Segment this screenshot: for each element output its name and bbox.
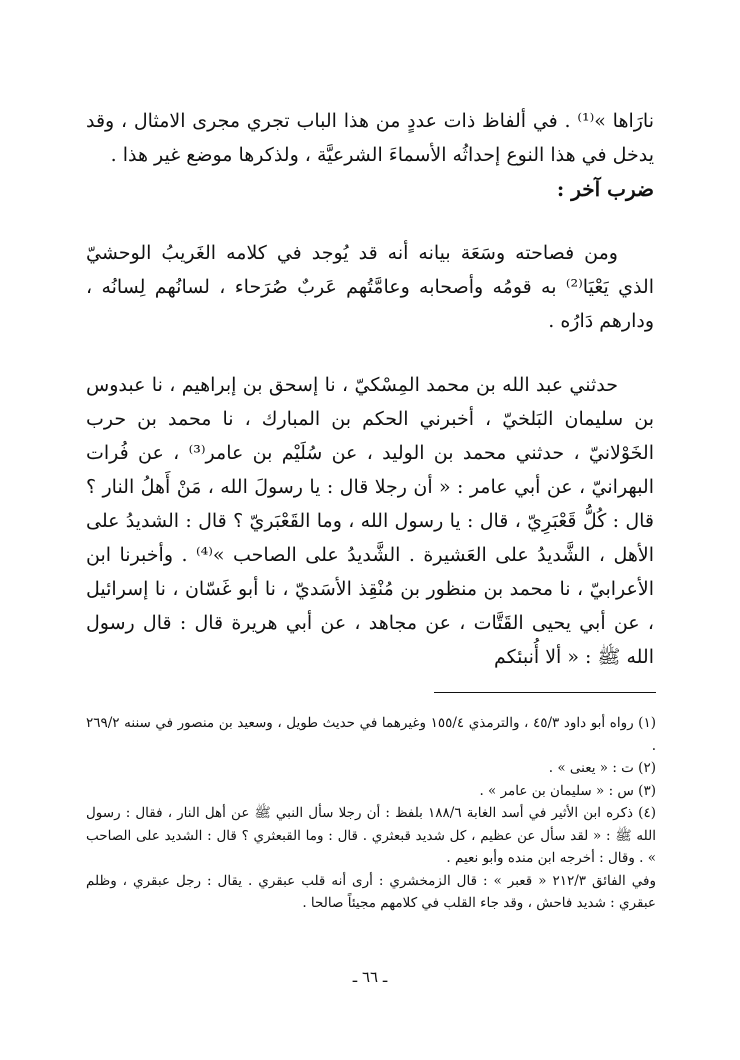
- footnote-4-continuation: وفي الفائق ٢١٢/٣ « قعبر » : قال الزمخشري : أرى أنه قلب عبقري . يقال : رجل عبقري ، وظلم عبقري : شديد فاحش ، وقد جاء القلب في كلامهم مجيئاً صالحا .: [86, 872, 656, 911]
- footnote-4: (٤) ذكره ابن الأثير في أسد الغابة ١٨٨/٦ بلفظ : أن رجلا سأل النبي ﷺ عن أهل النار ، فقال : رسول الله ﷺ : « لقد سأل عن عظيم ، كل شديد قبعثري . قال : وما القبعثري ؟ قال : الشديد على الصاحب » . وقال : أخرجه ابن منده وأبو نعيم .: [86, 805, 656, 866]
- paragraph-2: ومن فصاحته وسَعَة بيانه أنه قد يُوجد في كلامه الغَريبُ الوحشيّ الذي يَعْيَا⁽²⁾ به قومُه وأصحابه وعامَّتُهم عَربٌ صُرَحاء ، لسانُهم لِسانُه ، ودارهم دَارُه .: [86, 242, 654, 332]
- footnote-1: (١) رواه أبو داود ٤٥/٣ ، والترمذي ١٥٥/٤ وغيرهما في حديث طويل ، وسعيد بن منصور في سننه ٢٦٩/٢ .: [86, 715, 656, 754]
- footnote-2: (٢) ت : « يعنى » .: [548, 760, 656, 776]
- footnote-separator: [434, 692, 656, 693]
- footnotes: [86, 712, 656, 915]
- footnote-3: (٣) س : « سليمان بن عامر » .: [479, 782, 656, 799]
- paragraph-3: حدثني عبد الله بن محمد المِسْكيّ ، نا إسحق بن إبراهيم ، نا عبدوس بن سليمان البَلخيّ ، أخبرني الحكم بن المبارك ، نا محمد بن حرب الخَوْلانيّ ، حدثني محمد بن الوليد ، عن سُلَيْم بن عامر⁽³⁾ ، عن فُرات البهرانيّ ، عن أبي عامر : « أن رجلا قال : يا رسولَ الله ، مَنْ أَهلُ النار ؟ قال : كُلُّ قَعْبَرِيّ ، قال : يا رسول الله ، وما القَعْبَريّ ؟ قال : الشديدُ على الأهل ، الشَّديدُ على العَشيرة . الشَّديدُ على الصاحب »⁽⁴⁾ . وأخبرنا ابن الأعرابيّ ، نا محمد بن منظور بن مُنْقِذ الأسَديّ ، نا أبو غَسّان ، نا إسرائيل ، عن أبي يحيى القَتَّات ، عن مجاهد ، عن أبي هريرة قال : قال رسول الله ﷺ : « ألا أُنبئكم: [86, 374, 654, 668]
- page-number: ـ ٦٦ ـ: [352, 968, 388, 986]
- section-heading: ضرب آخر :: [556, 177, 654, 201]
- main-text: [86, 104, 654, 674]
- paragraph-1: نارَاها »⁽¹⁾ . في ألفاظ ذات عددٍ من هذا الباب تجري مجرى الامثال ، وقد يدخل في هذا النوع إحداثُه الأسماءَ الشرعيَّة ، ولذكرها موضع غير هذا .: [86, 110, 654, 166]
